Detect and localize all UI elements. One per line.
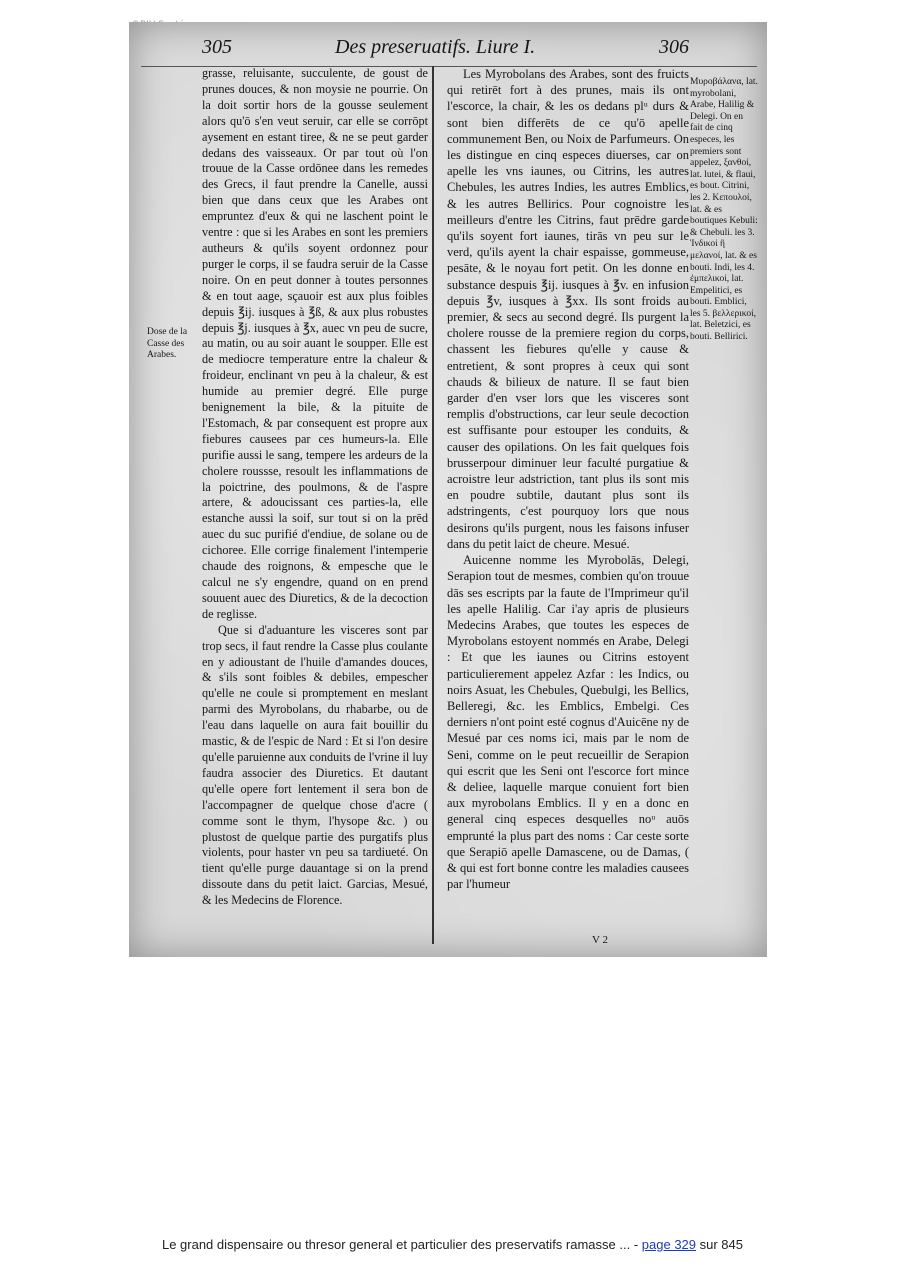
page-link[interactable]: page 329: [641, 1237, 697, 1252]
margin-note-right: Μυροβάλανα, lat. myrobolani, Arabe, Halilig & Delegi. On en fait de cinq especes, les premiers sont appelez, ξανθοί, lat. lutei, & flaui, es bout. Citrini, les 2. Κεπουλοί, lat. & es boutiques Kebuli: & Chebuli. les 3. Ἰνδικοί ἢ μελανοί, lat. & es bouti. Indi, les 4. ἐμπελικοί, lat. Empelitici, es bouti. Emblici, les 5. βελλερικοί, lat. Beletzici, es bouti. Bellirici.: [690, 77, 758, 343]
left-paragraph-1: grasse, reluisante, succulente, de goust de prunes douces, & non moysie ne pourrie. On la doit sortir hors de la gousse seulement alors qu'ō s'en veut seruir, car elle se corrōpt aysement en estant tiree, & ne se peut garder dedans des vaisseaux. Or par tout où l'on trouue de la Casse ordōnee dans les remedes des Grecs, il faut prendre la Canelle, aussi bien que dans ceux que les Arabes ont empruntez d'eux & qui ne laschent point le ventre : que si les Arabes en sont les premiers autheurs & qu'ils soyent ordonnez pour purger le corps, il se faudra seruir de la Casse noire. On en peut donner à toutes personnes & en tout aage, sçauoir est aux plus foibles depuis ℥ij. iusques à ℥ß, & aux plus robustes depuis ℥j. iusques à ℥x, auec vn peu de sucre, au matin, ou au soir auant le soupper. Elle est de mediocre temperature entre la chaleur & froideur, enclinant vn peu à la chaleur, & est humide au premier degré. Elle purge benignement la bile, & la pituite de l'Estomach, & par consequent est propre aux fiebures causees par ces humeurs-la. Elle purifie aussi le sang, tempere les ardeurs de la cholere roussse, resoult les inflammations de la poictrine, des poulmons, & de l'aspre artere, & adoucissant ces parties-la, elle estanche aussi la soif, sur tout si on la prēd auec du suc purifié d'endiue, de solane ou de cichoree. Elle corrige finalement l'intemperie chaude des roignons, & empesche que le calcul ne s'y engendre, quand on en prend souuent auec des Diuretics, & de la decoction de reglisse.: [202, 66, 428, 621]
footer-title: Le grand dispensaire ou thresor general et particulier des preservatifs ramasse ... -: [161, 1237, 639, 1252]
page-footer: [0, 1237, 905, 1252]
right-paragraph-2: Auicenne nomme les Myrobolās, Delegi, Serapion tout de mesmes, combien qu'on trouue dās ses escripts par la faute de l'Imprimeur qu'il les apelle Halilig. Car i'ay apris de plusieurs Medecins Arabes, que toutes les especes de Myrobolans estoyent nommés en Arabe, Delegi : Et que les iaunes ou Citrins estoyent particulierement appelez Azfar : les Indics, ou noirs Asuat, les Chebules, Quebulgi, les Bellics, Belleregi, &c. les Emblics, Embelgi. Ces derniers n'ont point esté cognus d'Auicēne ny de Mesué par ces noms ici, mais par le nom de Seni, comme on le peut recueillir de Serapion qui escrit que les Seni ont l'escorce fort mince & deliee, laquelle marque conuient fort bien aux myrobolans Emblics. Il y en a donc en general cinq especes desquelles noᵘ auōs emprunté la plus part des noms : Car ceste sorte que Serapiō apelle Damascene, ou de Damas, ( & qui est fort bonne contre les maladies causees par l'humeur: [447, 553, 689, 892]
page-number-left: 305: [202, 36, 232, 58]
margin-note-left: Dose de la Casse des Arabes.: [147, 327, 188, 361]
right-paragraph-1: Les Myrobolans des Arabes, sont des fruicts qui retirēt fort à des prunes, mais ils ont l'escorce, la chair, & les os dedans plᵘ durs & sont bien differēts de ce qu'ō apelle communement Ben, ou Noix de Parfumeurs. On les distingue en cinq especes diuerses, car on apelle les vns iaunes, ou Citrins, les autres Chebules, les autres Indies, les autres Emblics, & les autres Bellirics. Pour cognoistre les meilleurs d'entre les Citrins, faut prēdre garde qu'ils soyent fort iaunes, tirās vn peu sur le verd, qu'ils ayent la chair espaisse, gommeuse, pesāte, & le noyau fort petit. On les donne en substance despuis ℥ij. iusques à ℥v. en infusion depuis ℥v, iusques à ℥xx. Ils sont froids au premier, & secs au second degré. Ils purgent la cholere rousse de la premiere region du corps, chassent les fiebures qu'elle y cause & entretient, & sont propres à ceux qui sont chauds & bilieux de nature. Il se faut bien garder d'en vser lors que les visceres sont remplis d'obstructions, car leur seule decoction est suffisante pour estouper les conduits, & causer des opilations. On les fait quelques fois brusserpour diminuer leur faculté purgatiue & acroistre leur adstriction, tant plus ils sont mis en poudre subtile, dautant plus sont ils adstringents, c'est pourquoy lors que nous desirons qu'ils purgent, nous les faisons infuser dans du petit laict de cheure. Mesué.: [447, 67, 689, 551]
running-title: Des preseruatifs. Liure I.: [335, 36, 536, 58]
signature-mark: V 2: [592, 934, 608, 946]
page-number-right: 306: [659, 36, 689, 58]
column-divider: [432, 66, 434, 944]
left-paragraph-2: Que si d'aduanture les visceres sont par trop secs, il faut rendre la Casse plus coulante en y adioustant de l'huile d'amandes douces, & s'ils sont foibles & debiles, empescher qu'elle ne coule si promptement en meslant parmi des Myrobolans, du rhabarbe, ou de l'eau dans laquelle on aura fait bouillir du mastic, & de l'espic de Nard : Et si l'on desire qu'elle paruienne aux conduits de l'vrine il luy faudra associer des Diuretics. Et dautant qu'elle opere fort lentement il sera bon de l'accompagner de quelque chose d'acre ( comme sont le thym, l'hysope &c. ) ou plustost de quelque partie des purgatifs plus violents, pour haster vn peu sa tardiueté. On tient qu'elle purge dauantage si on la prend dissoute dans du petit laict. Garcias, Mesué, & les Medecins de Florence.: [202, 622, 428, 908]
right-text-column: [447, 66, 689, 892]
scanned-page: [129, 22, 767, 957]
footer-page-count: sur 845: [699, 1237, 744, 1252]
left-text-column: [202, 66, 428, 909]
